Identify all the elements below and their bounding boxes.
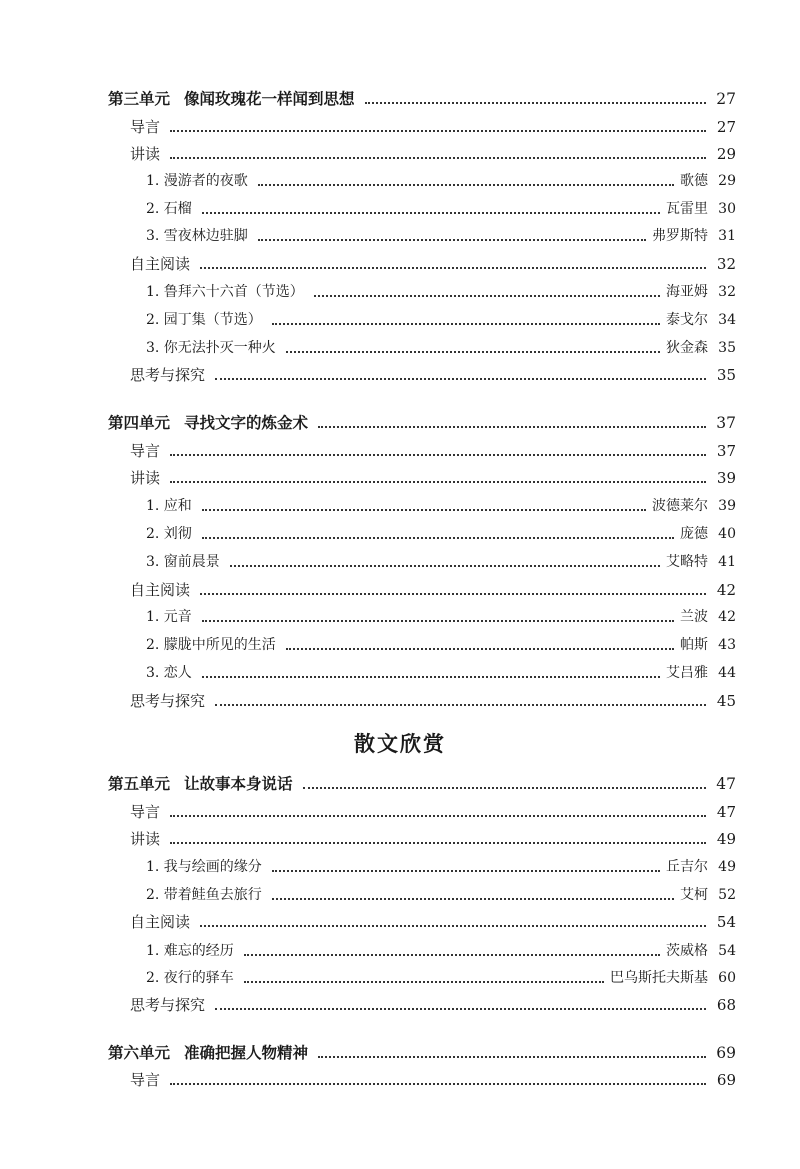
toc-item-entry	[0, 164, 800, 190]
page-number: 27	[716, 90, 736, 108]
entry-author: 波德莱尔	[652, 498, 708, 514]
section-heading: 散文欣赏	[354, 731, 446, 756]
page-number: 37	[716, 442, 736, 460]
unit-title: 让故事本身说话	[184, 774, 293, 793]
toc-section-entry	[0, 905, 800, 931]
dot-leader	[202, 620, 674, 622]
entry-author: 弗罗斯特	[652, 228, 708, 244]
toc-item-entry	[0, 275, 800, 301]
entry-title: 2. 园丁集（节选）	[146, 312, 262, 328]
entry-title: 思考与探究	[130, 692, 206, 710]
entry-title: 2. 夜行的驿车	[146, 970, 234, 986]
dot-leader	[286, 351, 660, 353]
page-number: 34	[718, 312, 736, 328]
dot-leader	[202, 537, 674, 539]
toc-item-entry	[0, 961, 800, 987]
page-number: 47	[716, 775, 736, 793]
page-number: 54	[716, 913, 736, 931]
entry-title: 导言	[130, 1071, 161, 1089]
entry-author: 茨威格	[666, 943, 708, 959]
toc-section-entry	[0, 795, 800, 821]
toc-item-entry	[0, 331, 800, 357]
dot-leader	[170, 1083, 706, 1085]
entry-title: 导言	[130, 118, 161, 136]
entry-title: 导言	[130, 442, 161, 460]
dot-leader	[202, 676, 660, 678]
entry-author: 艾吕雅	[666, 665, 708, 681]
dot-leader	[215, 378, 706, 380]
dot-leader	[200, 925, 706, 927]
page-number: 69	[716, 1044, 736, 1062]
dot-leader	[215, 704, 706, 706]
entry-title: 1. 鲁拜六十六首（节选）	[146, 284, 304, 300]
toc-item-entry	[0, 934, 800, 960]
entry-title: 1. 我与绘画的缘分	[146, 859, 262, 875]
unit-number: 第六单元	[108, 1043, 171, 1062]
toc-unit-entry	[0, 767, 800, 793]
unit-number: 第五单元	[108, 774, 171, 793]
entry-title: 自主阅读	[130, 581, 191, 599]
toc-item-entry	[0, 628, 800, 654]
dot-leader	[200, 267, 706, 269]
entry-title	[108, 775, 293, 793]
dot-leader	[272, 898, 674, 900]
entry-author: 巴乌斯托夫斯基	[610, 970, 708, 986]
toc-unit-entry	[0, 1036, 800, 1062]
page-number: 29	[718, 173, 736, 189]
page-number: 35	[716, 366, 736, 384]
dot-leader	[170, 815, 706, 817]
entry-title: 3. 窗前晨景	[146, 554, 220, 570]
page-number: 52	[718, 887, 736, 903]
page-number: 29	[716, 145, 736, 163]
entry-author: 丘吉尔	[666, 859, 708, 875]
entry-title: 讲读	[130, 145, 161, 163]
dot-leader	[286, 648, 674, 650]
entry-title	[108, 1044, 308, 1062]
page-number: 32	[718, 284, 736, 300]
dot-leader	[244, 954, 660, 956]
dot-leader	[365, 102, 706, 104]
toc-item-entry	[0, 517, 800, 543]
page-number: 39	[716, 469, 736, 487]
toc-item-entry	[0, 600, 800, 626]
dot-leader	[170, 454, 706, 456]
page-number: 31	[718, 228, 736, 244]
dot-leader	[200, 593, 706, 595]
entry-title: 1. 元音	[146, 609, 192, 625]
entry-title: 思考与探究	[130, 996, 206, 1014]
toc-item-entry	[0, 656, 800, 682]
toc-section-entry	[0, 461, 800, 487]
toc-section-entry	[0, 110, 800, 136]
toc-unit-entry	[0, 82, 800, 108]
entry-title: 讲读	[130, 830, 161, 848]
unit-title: 寻找文字的炼金术	[184, 413, 309, 432]
entry-title: 2. 石榴	[146, 201, 192, 217]
entry-title: 2. 刘彻	[146, 526, 192, 542]
page-number: 69	[716, 1071, 736, 1089]
page-number: 37	[716, 414, 736, 432]
dot-leader	[272, 323, 660, 325]
entry-author: 帕斯	[680, 637, 708, 653]
entry-author: 瓦雷里	[666, 201, 708, 217]
toc-section-entry	[0, 434, 800, 460]
entry-title: 1. 漫游者的夜歌	[146, 173, 248, 189]
page-number: 40	[718, 526, 736, 542]
page-number: 45	[716, 692, 736, 710]
entry-title: 3. 雪夜林边驻脚	[146, 228, 248, 244]
entry-author: 泰戈尔	[666, 312, 708, 328]
toc-section-entry	[0, 1063, 800, 1089]
entry-author: 狄金森	[666, 340, 708, 356]
toc-section-entry	[0, 137, 800, 163]
page-number: 60	[718, 970, 736, 986]
toc-unit-entry	[0, 406, 800, 432]
toc-section-entry	[0, 573, 800, 599]
dot-leader	[170, 130, 706, 132]
entry-title: 自主阅读	[130, 913, 191, 931]
toc-item-entry	[0, 219, 800, 245]
toc-item-entry	[0, 878, 800, 904]
entry-author: 艾略特	[666, 554, 708, 570]
toc-section-entry	[0, 247, 800, 273]
toc-section-entry	[0, 822, 800, 848]
dot-leader	[230, 565, 660, 567]
dot-leader	[170, 481, 706, 483]
entry-title: 思考与探究	[130, 366, 206, 384]
page-number: 42	[716, 581, 736, 599]
page-number: 44	[718, 665, 736, 681]
unit-title: 像闻玫瑰花一样闻到思想	[184, 89, 355, 108]
dot-leader	[272, 870, 660, 872]
toc-item-entry	[0, 489, 800, 515]
entry-title: 3. 恋人	[146, 665, 192, 681]
page-number: 27	[716, 118, 736, 136]
entry-author: 庞德	[680, 526, 708, 542]
entry-author: 艾柯	[680, 887, 708, 903]
entry-title: 1. 难忘的经历	[146, 943, 234, 959]
toc-item-entry	[0, 850, 800, 876]
entry-title	[108, 414, 308, 432]
entry-author: 兰波	[680, 609, 708, 625]
page-number: 35	[718, 340, 736, 356]
dot-leader	[303, 787, 706, 789]
toc-item-entry	[0, 545, 800, 571]
toc-section-entry	[0, 684, 800, 710]
page-number: 32	[716, 255, 736, 273]
page-number: 47	[716, 803, 736, 821]
dot-leader	[215, 1008, 706, 1010]
dot-leader	[170, 842, 706, 844]
dot-leader	[170, 157, 706, 159]
dot-leader	[202, 509, 646, 511]
toc-section-entry	[0, 988, 800, 1014]
dot-leader	[202, 212, 660, 214]
dot-leader	[244, 981, 604, 983]
entry-title: 2. 朦胧中所见的生活	[146, 637, 276, 653]
page-number: 39	[718, 498, 736, 514]
dot-leader	[318, 1056, 706, 1058]
entry-title: 导言	[130, 803, 161, 821]
dot-leader	[314, 295, 660, 297]
entry-title: 讲读	[130, 469, 161, 487]
entry-title: 2. 带着鲑鱼去旅行	[146, 887, 262, 903]
entry-title	[108, 90, 355, 108]
entry-title: 自主阅读	[130, 255, 191, 273]
entry-title: 3. 你无法扑灭一种火	[146, 340, 276, 356]
entry-author: 歌德	[680, 173, 708, 189]
unit-title: 准确把握人物精神	[184, 1043, 309, 1062]
page-number: 49	[716, 830, 736, 848]
dot-leader	[258, 184, 674, 186]
page-number: 42	[718, 609, 736, 625]
toc-section-entry	[0, 358, 800, 384]
page-number: 43	[718, 637, 736, 653]
unit-number: 第三单元	[108, 89, 171, 108]
toc-item-entry	[0, 303, 800, 329]
entry-title: 1. 应和	[146, 498, 192, 514]
page-number: 68	[716, 996, 736, 1014]
dot-leader	[258, 239, 646, 241]
page-number: 41	[718, 554, 736, 570]
page-number: 49	[718, 859, 736, 875]
page-number: 30	[718, 201, 736, 217]
unit-number: 第四单元	[108, 413, 171, 432]
entry-author: 海亚姆	[666, 284, 708, 300]
page-number: 54	[718, 943, 736, 959]
dot-leader	[318, 426, 706, 428]
toc-item-entry	[0, 192, 800, 218]
